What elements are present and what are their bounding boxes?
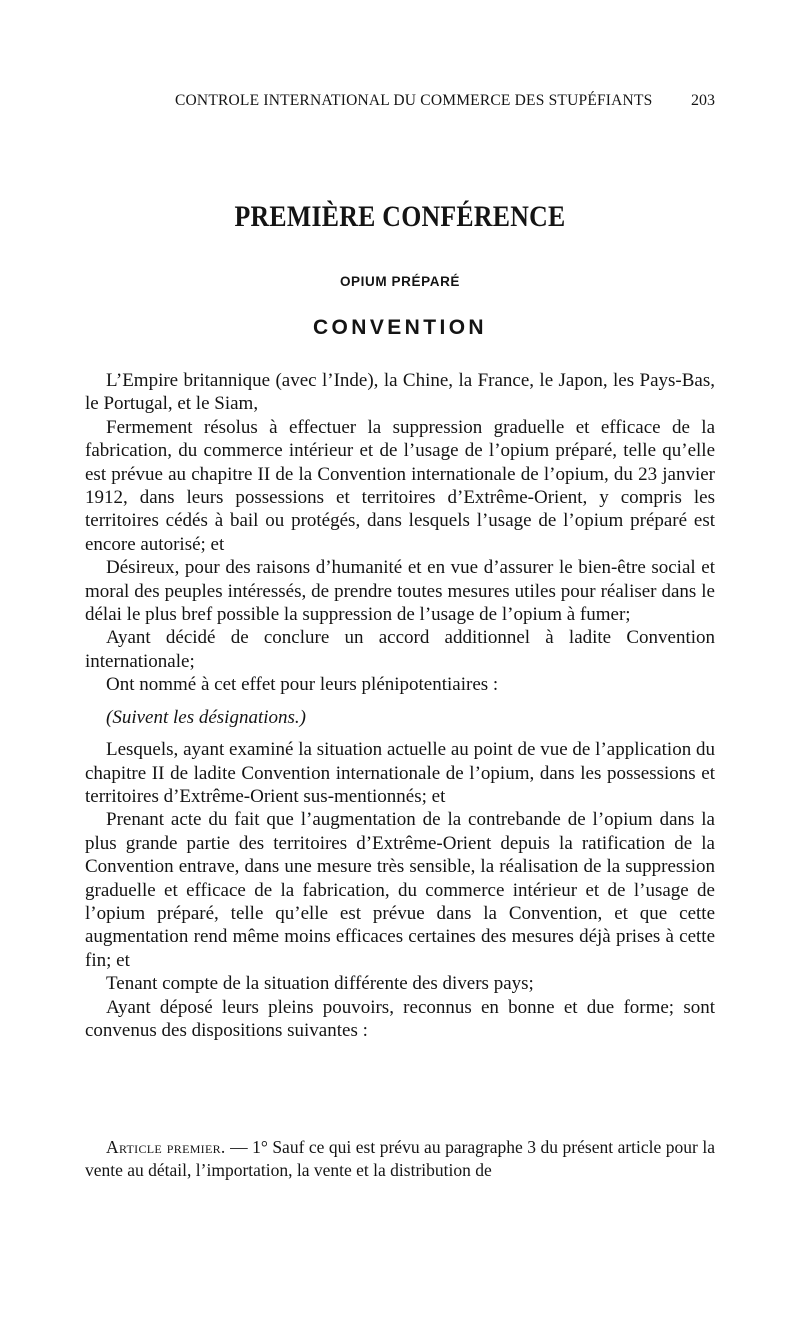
paragraph: L’Empire britannique (avec l’Inde), la Chine, la France, le Japon, les Pays-Bas, le Portugal, et le Siam, xyxy=(85,370,715,415)
designations-note: (Suivent les désignations.) xyxy=(106,706,306,728)
paragraph: Désireux, pour des raisons d’humanité et en vue d’assurer le bien-être social et moral des peuples intéressés, de prendre toutes mesures utiles pour réaliser dans le délai le plus bref possible la suppression de l’usage de l’opium à fumer; xyxy=(85,557,715,626)
paragraph: Fermement résolus à effectuer la suppression graduelle et efficace de la fabrication, du commerce intérieur et de l’usage de l’opium préparé, telle qu’elle est prévue au chapitre II de la Convention internationale de l’opium, du 23 janvier 1912, dans leurs possessions et territoires d’Extrême-Orient, y compris les territoires cédés à bail ou protégés, dans lesquels l’usage de l’opium préparé est encore autorisé; et xyxy=(85,416,715,555)
paragraph: Lesquels, ayant examiné la situation actuelle au point de vue de l’application du chapitre II de ladite Convention internationale de l’opium, dans les possessions et territoires d’Extrême-Orient sus-mentionnés; et xyxy=(85,739,715,807)
article-label: Article premier. xyxy=(106,1137,226,1157)
article-text: — 1° Sauf ce qui est prévu au paragraphe 3 du présent article pour la vente au détail, l’importation, la vente et la distribution de xyxy=(85,1137,715,1180)
page-number: 203 xyxy=(691,92,715,109)
article-first xyxy=(85,1136,715,1182)
running-title: CONTROLE INTERNATIONAL DU COMMERCE DES STUPÉFIANTS xyxy=(175,92,653,109)
paragraph: Tenant compte de la situation différente des divers pays; xyxy=(106,973,534,995)
subtitle: OPIUM PRÉPARÉ xyxy=(339,274,461,289)
convention-body xyxy=(85,369,715,1042)
paragraph: Ayant décidé de conclure un accord additionnel à ladite Convention internationale; xyxy=(85,627,715,672)
running-header xyxy=(175,92,715,114)
paragraph: Ont nommé à cet effet pour leurs plénipotentiaires : xyxy=(106,674,499,696)
section-heading: CONVENTION xyxy=(312,316,487,339)
paragraph: Ayant déposé leurs pleins pouvoirs, reconnus en bonne et due forme; sont convenus des dispositions suivantes : xyxy=(85,996,715,1041)
conference-title: PREMIÈRE CONFÉRENCE xyxy=(234,200,566,233)
paragraph: Prenant acte du fait que l’augmentation de la contrebande de l’opium dans la plus grande partie des territoires d’Extrême-Orient depuis la ratification de la Convention entrave, dans une mesure très sensible, la réalisation de la suppression graduelle et efficace de la fabrication, du commerce intérieur et de l’usage de l’opium préparé, telle qu’elle est prévue dans la Convention, et que cette augmentation rend même moins efficaces certaines des mesures déjà prises à cette fin; et xyxy=(85,809,715,971)
